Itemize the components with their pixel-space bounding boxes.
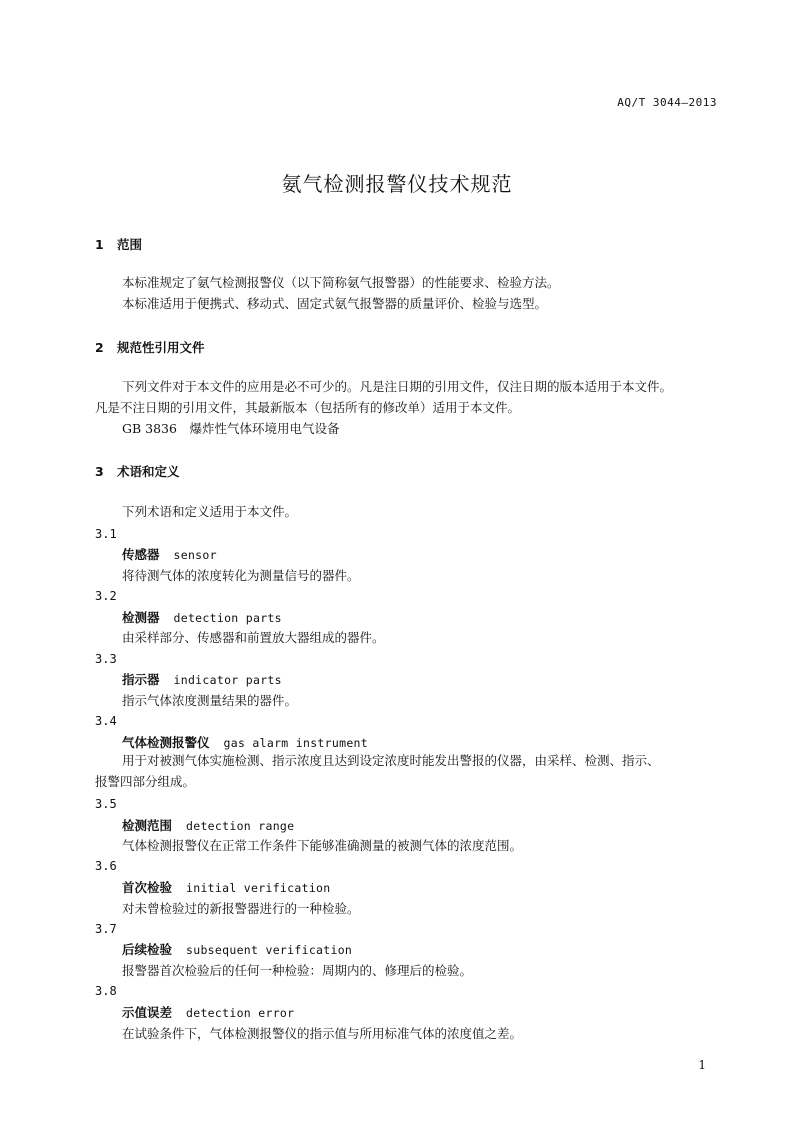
- term-entry: [122, 1003, 294, 1021]
- term-chinese: 指示器: [122, 672, 160, 687]
- standard-code: AQ/T 3044—2013: [617, 96, 717, 109]
- term-definition: 由采样部分、传感器和前置放大器组成的器件。: [122, 630, 385, 645]
- term-entry: [122, 878, 331, 896]
- term-definition: 报警器首次检验后的任何一种检验：周期内的、修理后的检验。: [122, 963, 473, 978]
- term-definition: 在试验条件下，气体检测报警仪的指示值与所用标准气体的浓度值之差。: [122, 1026, 523, 1041]
- term-definition: 将待测气体的浓度转化为测量信号的器件。: [122, 568, 360, 583]
- term-chinese: 后续检验: [122, 942, 173, 957]
- normative-paragraph: 凡是不注日期的引用文件，其最新版本（包括所有的修改单）适用于本文件。: [95, 400, 521, 415]
- normative-paragraph: 下列文件对于本文件的应用是必不可少的。凡是注日期的引用文件，仅注日期的版本适用于本文件。: [122, 379, 673, 394]
- page-number: 1: [698, 1058, 706, 1072]
- section-number: 3: [95, 464, 104, 479]
- term-definition: 用于对被测气体实施检测、指示浓度且达到设定浓度时能发出警报的仪器，由采样、检测、指示、: [122, 753, 660, 768]
- term-entry: [122, 940, 352, 958]
- section-heading-normative: [95, 338, 205, 356]
- term-entry: [122, 608, 282, 626]
- term-english: subsequent verification: [186, 943, 353, 957]
- term-number: 3.4: [95, 714, 117, 728]
- term-number: 3.8: [95, 984, 117, 998]
- term-definition: 报警四部分组成。: [95, 774, 196, 789]
- scope-paragraph: 本标准规定了氨气检测报警仪（以下简称氨气报警器）的性能要求、检验方法。: [122, 275, 560, 290]
- term-chinese: 气体检测报警仪: [122, 735, 210, 750]
- document-title: 氨气检测报警仪技术规范: [281, 172, 513, 196]
- term-english: gas alarm instrument: [223, 736, 368, 750]
- term-entry: [122, 670, 282, 688]
- section-title: 范围: [117, 237, 143, 252]
- term-definition: 对未曾检验过的新报警器进行的一种检验。: [122, 901, 360, 916]
- term-entry: [122, 816, 294, 834]
- term-english: detection error: [186, 1006, 295, 1020]
- term-number: 3.6: [95, 859, 117, 873]
- term-number: 3.5: [95, 797, 117, 811]
- section-title: 术语和定义: [117, 464, 180, 479]
- term-number: 3.7: [95, 922, 117, 936]
- normative-reference: GB 3836 爆炸性气体环境用电气设备: [122, 421, 340, 436]
- term-number: 3.1: [95, 527, 117, 541]
- term-definition: 指示气体浓度测量结果的器件。: [122, 693, 298, 708]
- term-chinese: 检测范围: [122, 818, 173, 833]
- term-number: 3.3: [95, 652, 117, 666]
- scope-paragraph: 本标准适用于便携式、移动式、固定式氨气报警器的质量评价、检验与选型。: [122, 296, 548, 311]
- term-entry: [122, 545, 217, 563]
- term-chinese: 传感器: [122, 547, 160, 562]
- terms-intro: 下列术语和定义适用于本文件。: [122, 504, 298, 519]
- section-number: 2: [95, 340, 104, 355]
- term-number: 3.2: [95, 589, 117, 603]
- term-english: detection range: [186, 819, 295, 833]
- section-heading-terms: [95, 462, 180, 480]
- term-definition: 气体检测报警仪在正常工作条件下能够准确测量的被测气体的浓度范围。: [122, 838, 523, 853]
- section-heading-scope: [95, 235, 142, 253]
- section-number: 1: [95, 237, 104, 252]
- term-english: indicator parts: [173, 673, 282, 687]
- term-english: sensor: [173, 548, 217, 562]
- section-title: 规范性引用文件: [117, 340, 205, 355]
- term-chinese: 检测器: [122, 610, 160, 625]
- term-chinese: 示值误差: [122, 1005, 173, 1020]
- term-entry: [122, 733, 368, 751]
- term-chinese: 首次检验: [122, 880, 173, 895]
- term-english: initial verification: [186, 881, 331, 895]
- term-english: detection parts: [173, 611, 282, 625]
